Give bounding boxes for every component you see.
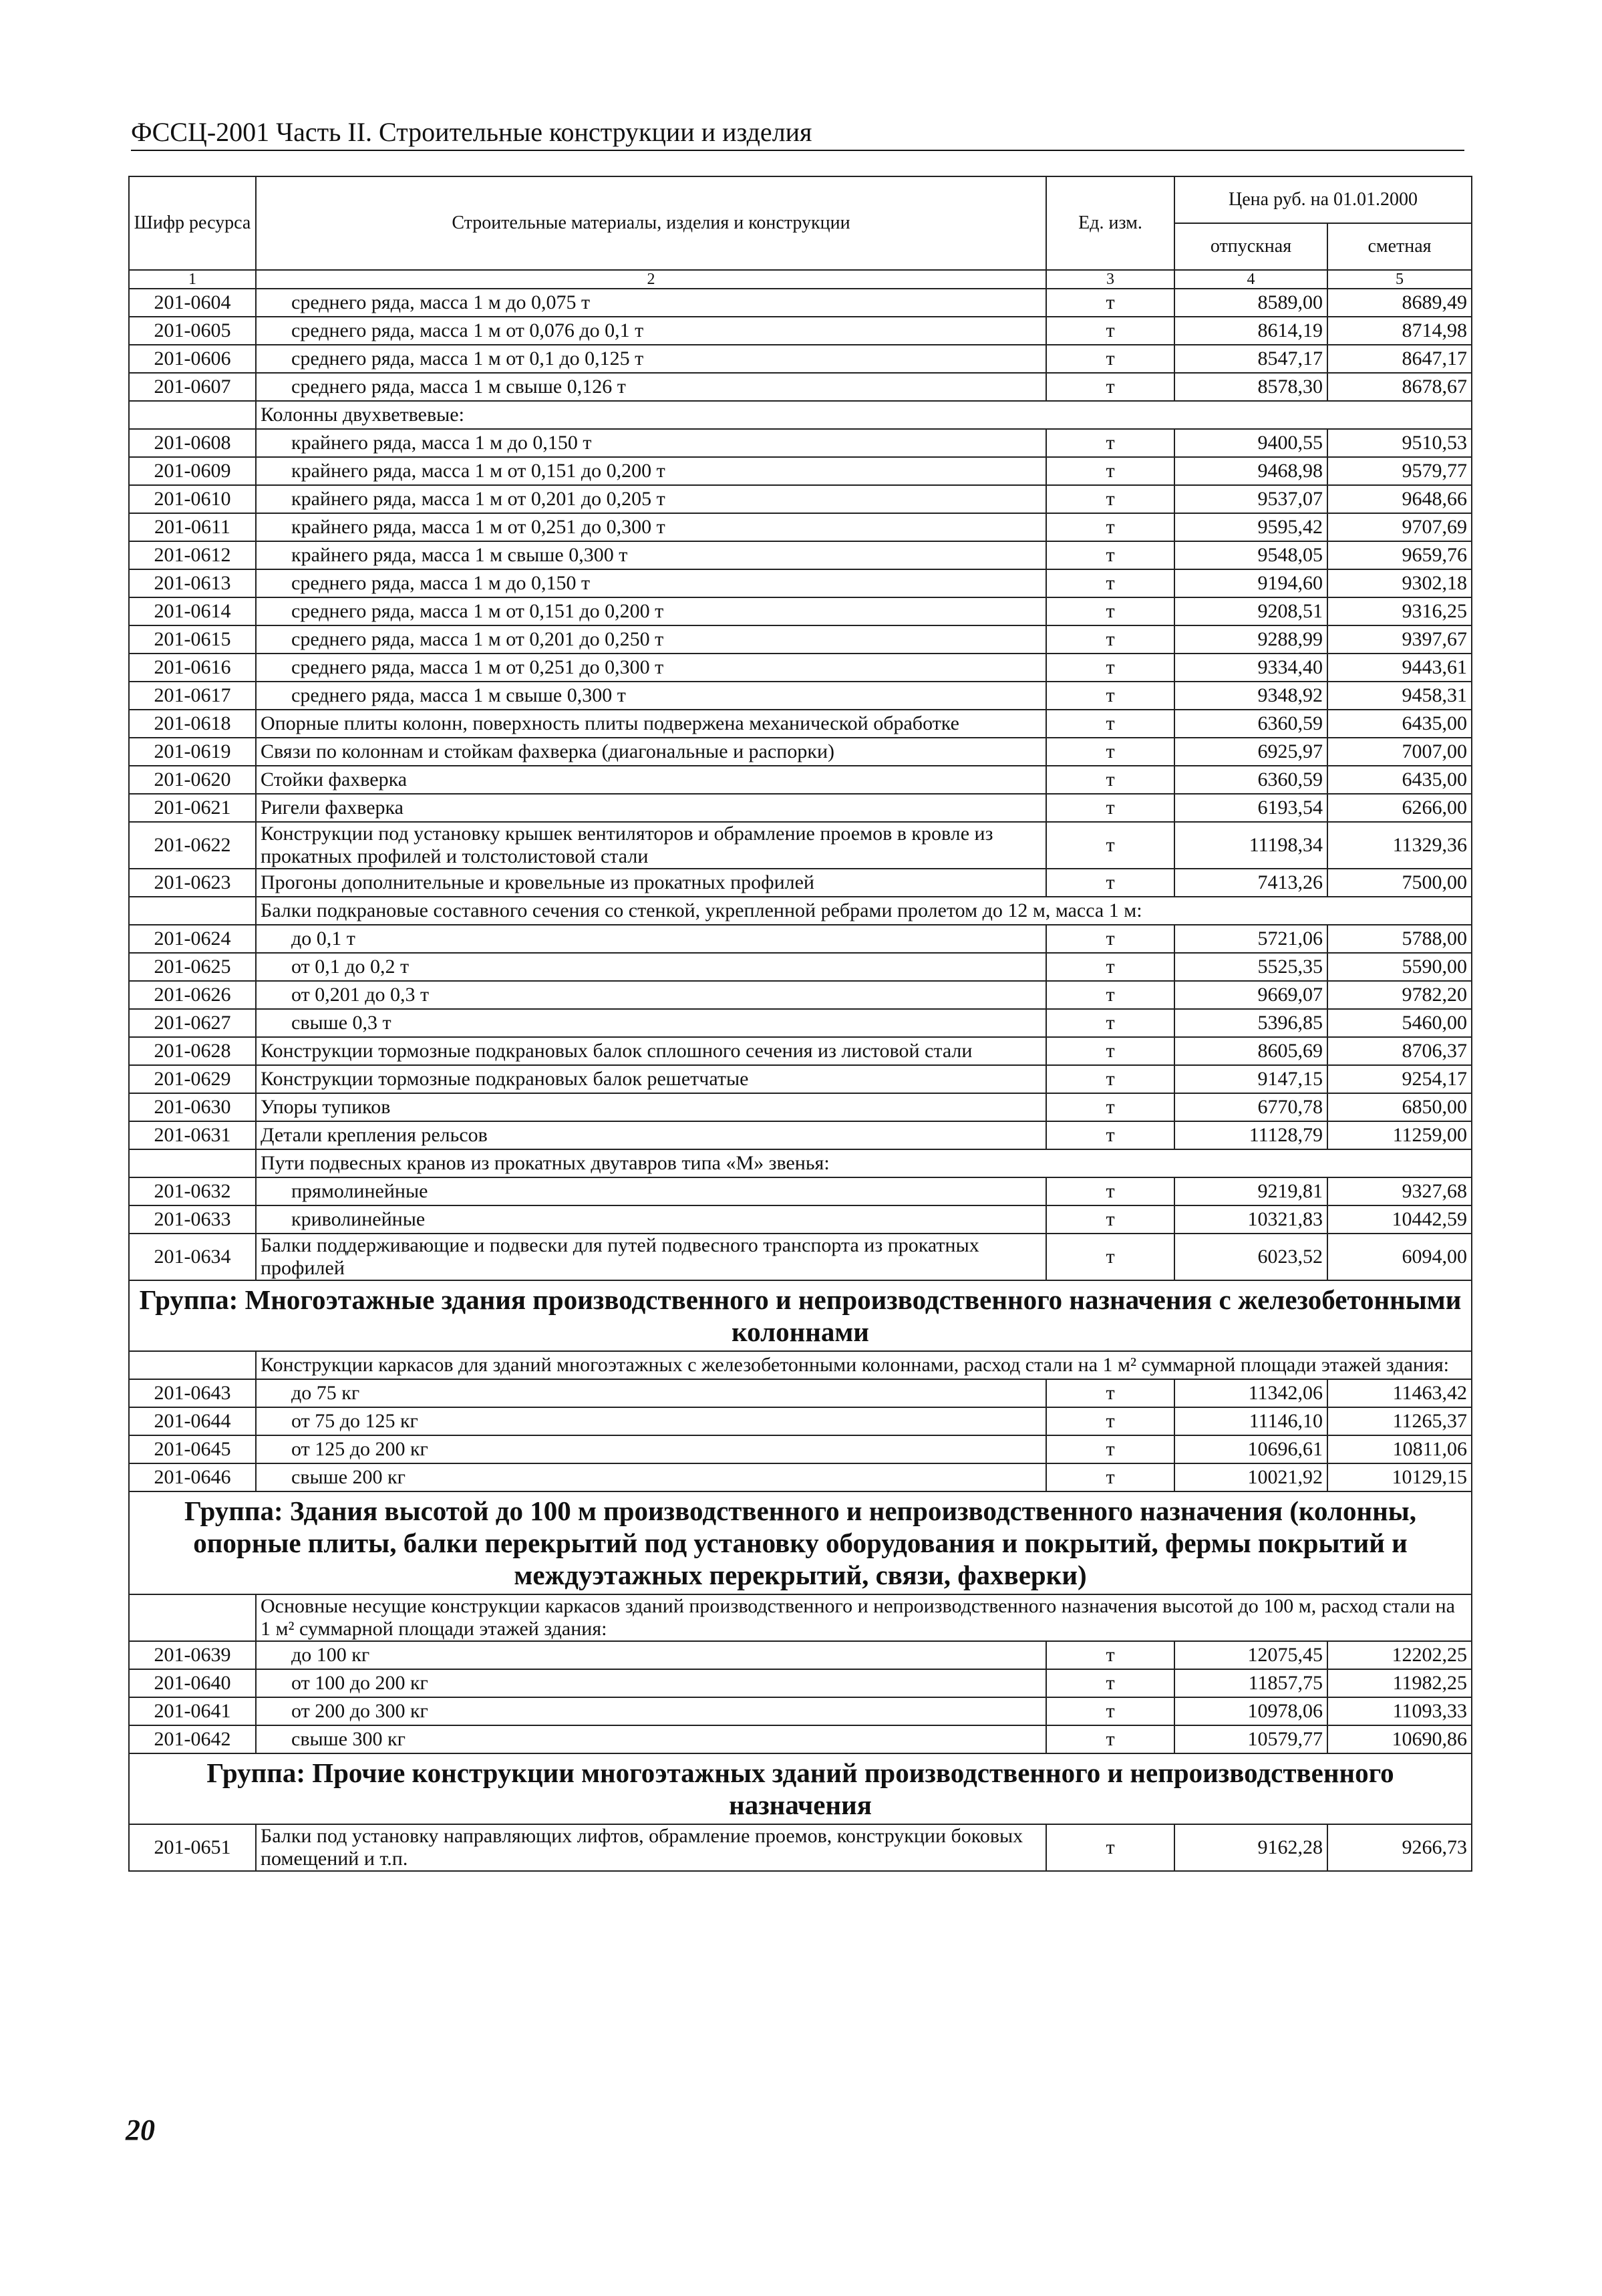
resource-code: 201-0608 — [129, 429, 256, 457]
table-row — [129, 1824, 1472, 1871]
unit-cell: т — [1046, 738, 1174, 766]
unit-cell: т — [1046, 1379, 1174, 1407]
item-name: крайнего ряда, масса 1 м от 0,151 до 0,200 т — [256, 457, 1046, 485]
release-price: 11146,10 — [1174, 1407, 1327, 1435]
empty-code-cell — [129, 1149, 256, 1177]
group-heading-row — [129, 1753, 1472, 1824]
resource-code: 201-0611 — [129, 513, 256, 541]
resource-code: 201-0632 — [129, 1177, 256, 1205]
unit-cell: т — [1046, 345, 1174, 373]
release-price: 5721,06 — [1174, 925, 1327, 953]
resource-code: 201-0640 — [129, 1669, 256, 1697]
item-name: свыше 300 кг — [256, 1725, 1046, 1753]
resource-code: 201-0619 — [129, 738, 256, 766]
subheader-row — [129, 1351, 1472, 1379]
unit-cell: т — [1046, 1824, 1174, 1871]
estimate-price: 11093,33 — [1327, 1697, 1472, 1725]
unit-cell: т — [1046, 597, 1174, 625]
item-name: Детали крепления рельсов — [256, 1121, 1046, 1149]
subheader-label: Балки подкрановые составного сечения со стенкой, укрепленной ребрами пролетом до 12 м, масса 1 м: — [256, 897, 1472, 925]
resource-code: 201-0646 — [129, 1463, 256, 1491]
table-row — [129, 1205, 1472, 1234]
unit-cell: т — [1046, 1037, 1174, 1065]
resource-code: 201-0625 — [129, 953, 256, 981]
release-price: 5396,85 — [1174, 1009, 1327, 1037]
resource-code: 201-0629 — [129, 1065, 256, 1093]
table-row — [129, 457, 1472, 485]
estimate-price: 11259,00 — [1327, 1121, 1472, 1149]
release-price: 9208,51 — [1174, 597, 1327, 625]
table-row — [129, 1407, 1472, 1435]
item-name: Связи по колоннам и стойкам фахверка (диагональные и распорки) — [256, 738, 1046, 766]
unit-cell: т — [1046, 569, 1174, 597]
release-price: 9348,92 — [1174, 682, 1327, 710]
item-name: от 0,1 до 0,2 т — [256, 953, 1046, 981]
resource-code: 201-0612 — [129, 541, 256, 569]
resource-code: 201-0617 — [129, 682, 256, 710]
estimate-price: 5590,00 — [1327, 953, 1472, 981]
release-price: 11128,79 — [1174, 1121, 1327, 1149]
estimate-price: 7007,00 — [1327, 738, 1472, 766]
estimate-price: 8689,49 — [1327, 289, 1472, 317]
unit-cell: т — [1046, 317, 1174, 345]
resource-code: 201-0624 — [129, 925, 256, 953]
empty-code-cell — [129, 897, 256, 925]
item-name: крайнего ряда, масса 1 м от 0,201 до 0,205 т — [256, 485, 1046, 513]
estimate-price: 10690,86 — [1327, 1725, 1472, 1753]
item-name: криволинейные — [256, 1205, 1046, 1234]
col-number: 2 — [256, 270, 1046, 289]
estimate-price: 9648,66 — [1327, 485, 1472, 513]
release-price: 5525,35 — [1174, 953, 1327, 981]
item-name: среднего ряда, масса 1 м от 0,201 до 0,250 т — [256, 625, 1046, 654]
table-row — [129, 1177, 1472, 1205]
release-price: 8578,30 — [1174, 373, 1327, 401]
table-row — [129, 1093, 1472, 1121]
table-row — [129, 1234, 1472, 1280]
release-price: 6360,59 — [1174, 766, 1327, 794]
subheader-label: Конструкции каркасов для зданий многоэтажных с железобетонными колоннами, расход стали на 1 м² суммарной площади этажей здания: — [256, 1351, 1472, 1379]
release-price: 11198,34 — [1174, 822, 1327, 869]
item-name: среднего ряда, масса 1 м до 0,150 т — [256, 569, 1046, 597]
estimate-price: 10442,59 — [1327, 1205, 1472, 1234]
unit-cell: т — [1046, 1009, 1174, 1037]
table-row — [129, 766, 1472, 794]
resource-code: 201-0604 — [129, 289, 256, 317]
resource-code: 201-0623 — [129, 869, 256, 897]
unit-cell: т — [1046, 1234, 1174, 1280]
unit-cell: т — [1046, 1093, 1174, 1121]
estimate-price: 5460,00 — [1327, 1009, 1472, 1037]
unit-cell: т — [1046, 373, 1174, 401]
table-row — [129, 1009, 1472, 1037]
table-row — [129, 981, 1472, 1009]
estimate-price: 9510,53 — [1327, 429, 1472, 457]
release-price: 8547,17 — [1174, 345, 1327, 373]
release-price: 12075,45 — [1174, 1641, 1327, 1669]
estimate-price: 9254,17 — [1327, 1065, 1472, 1093]
estimate-price: 8714,98 — [1327, 317, 1472, 345]
table-row — [129, 1065, 1472, 1093]
empty-code-cell — [129, 1351, 256, 1379]
table-row — [129, 429, 1472, 457]
table-row — [129, 597, 1472, 625]
item-name: Прогоны дополнительные и кровельные из прокатных профилей — [256, 869, 1046, 897]
resource-code: 201-0651 — [129, 1824, 256, 1871]
release-price: 8614,19 — [1174, 317, 1327, 345]
item-name: от 75 до 125 кг — [256, 1407, 1046, 1435]
item-name: среднего ряда, масса 1 м от 0,076 до 0,1 т — [256, 317, 1046, 345]
unit-cell: т — [1046, 541, 1174, 569]
col-header-name: Строительные материалы, изделия и конструкции — [256, 176, 1046, 270]
unit-cell: т — [1046, 981, 1174, 1009]
table-row — [129, 345, 1472, 373]
table-row — [129, 794, 1472, 822]
item-name: среднего ряда, масса 1 м от 0,151 до 0,200 т — [256, 597, 1046, 625]
col-number: 5 — [1327, 270, 1472, 289]
unit-cell: т — [1046, 485, 1174, 513]
item-name: Балки поддерживающие и подвески для путей подвесного транспорта из прокатных профилей — [256, 1234, 1046, 1280]
resource-code: 201-0627 — [129, 1009, 256, 1037]
table-row — [129, 373, 1472, 401]
item-name: Конструкции тормозные подкрановых балок решетчатые — [256, 1065, 1046, 1093]
col-header-estimate: сметная — [1327, 223, 1472, 270]
estimate-price: 12202,25 — [1327, 1641, 1472, 1669]
unit-cell: т — [1046, 1177, 1174, 1205]
estimate-price: 6850,00 — [1327, 1093, 1472, 1121]
resource-code: 201-0618 — [129, 710, 256, 738]
table-row — [129, 513, 1472, 541]
resource-code: 201-0626 — [129, 981, 256, 1009]
resource-code: 201-0607 — [129, 373, 256, 401]
resource-code: 201-0634 — [129, 1234, 256, 1280]
item-name: до 0,1 т — [256, 925, 1046, 953]
estimate-price: 8706,37 — [1327, 1037, 1472, 1065]
subheader-row — [129, 401, 1472, 429]
item-name: крайнего ряда, масса 1 м свыше 0,300 т — [256, 541, 1046, 569]
item-name: среднего ряда, масса 1 м от 0,1 до 0,125 т — [256, 345, 1046, 373]
estimate-price: 9443,61 — [1327, 654, 1472, 682]
subheader-row — [129, 1594, 1472, 1641]
release-price: 9162,28 — [1174, 1824, 1327, 1871]
table-row — [129, 317, 1472, 345]
estimate-price: 6094,00 — [1327, 1234, 1472, 1280]
estimate-price: 9579,77 — [1327, 457, 1472, 485]
release-price: 7413,26 — [1174, 869, 1327, 897]
unit-cell: т — [1046, 289, 1174, 317]
resource-code: 201-0613 — [129, 569, 256, 597]
subheader-row — [129, 1149, 1472, 1177]
estimate-price: 9316,25 — [1327, 597, 1472, 625]
estimate-price: 6266,00 — [1327, 794, 1472, 822]
unit-cell: т — [1046, 1065, 1174, 1093]
table-row — [129, 569, 1472, 597]
release-price: 10579,77 — [1174, 1725, 1327, 1753]
resource-code: 201-0639 — [129, 1641, 256, 1669]
item-name: среднего ряда, масса 1 м от 0,251 до 0,300 т — [256, 654, 1046, 682]
release-price: 9595,42 — [1174, 513, 1327, 541]
unit-cell: т — [1046, 710, 1174, 738]
item-name: до 100 кг — [256, 1641, 1046, 1669]
item-name: прямолинейные — [256, 1177, 1046, 1205]
subheader-label: Колонны двухветвевые: — [256, 401, 1472, 429]
unit-cell: т — [1046, 925, 1174, 953]
col-number: 3 — [1046, 270, 1174, 289]
table-row — [129, 682, 1472, 710]
table-row — [129, 953, 1472, 981]
group-heading-row — [129, 1491, 1472, 1594]
resource-code: 201-0606 — [129, 345, 256, 373]
release-price: 9548,05 — [1174, 541, 1327, 569]
unit-cell: т — [1046, 1725, 1174, 1753]
unit-cell: т — [1046, 1407, 1174, 1435]
table-row — [129, 625, 1472, 654]
unit-cell: т — [1046, 513, 1174, 541]
release-price: 9288,99 — [1174, 625, 1327, 654]
item-name: Упоры тупиков — [256, 1093, 1046, 1121]
resource-code: 201-0614 — [129, 597, 256, 625]
resource-code: 201-0643 — [129, 1379, 256, 1407]
estimate-price: 10811,06 — [1327, 1435, 1472, 1463]
estimate-price: 8647,17 — [1327, 345, 1472, 373]
estimate-price: 9458,31 — [1327, 682, 1472, 710]
unit-cell: т — [1046, 625, 1174, 654]
item-name: Стойки фахверка — [256, 766, 1046, 794]
resource-code: 201-0615 — [129, 625, 256, 654]
release-price: 8589,00 — [1174, 289, 1327, 317]
table-row — [129, 1379, 1472, 1407]
table-row — [129, 869, 1472, 897]
release-price: 10978,06 — [1174, 1697, 1327, 1725]
table-row — [129, 1725, 1472, 1753]
release-price: 8605,69 — [1174, 1037, 1327, 1065]
item-name: крайнего ряда, масса 1 м до 0,150 т — [256, 429, 1046, 457]
estimate-price: 11463,42 — [1327, 1379, 1472, 1407]
estimate-price: 9327,68 — [1327, 1177, 1472, 1205]
estimate-price: 9782,20 — [1327, 981, 1472, 1009]
unit-cell: т — [1046, 1435, 1174, 1463]
item-name: от 200 до 300 кг — [256, 1697, 1046, 1725]
table-row — [129, 485, 1472, 513]
unit-cell: т — [1046, 1463, 1174, 1491]
resource-code: 201-0609 — [129, 457, 256, 485]
release-price: 6023,52 — [1174, 1234, 1327, 1280]
estimate-price: 9707,69 — [1327, 513, 1472, 541]
unit-cell: т — [1046, 1641, 1174, 1669]
table-row — [129, 1037, 1472, 1065]
item-name: среднего ряда, масса 1 м свыше 0,300 т — [256, 682, 1046, 710]
table-body — [129, 289, 1472, 1871]
table-row — [129, 710, 1472, 738]
col-header-price: Цена руб. на 01.01.2000 — [1174, 176, 1472, 223]
table-row — [129, 654, 1472, 682]
resource-code: 201-0610 — [129, 485, 256, 513]
group-heading: Группа: Здания высотой до 100 м производственного и непроизводственного назначения (колонны, опорные плиты, балки перекрытий под установку оборудования и покрытий, фермы покрытий и междуэтажных перекрытий, связи, фахверки) — [129, 1491, 1472, 1594]
resource-code: 201-0630 — [129, 1093, 256, 1121]
resource-code: 201-0642 — [129, 1725, 256, 1753]
release-price: 6925,97 — [1174, 738, 1327, 766]
group-heading: Группа: Многоэтажные здания производственного и непроизводственного назначения с железобетонными колоннами — [129, 1280, 1472, 1351]
release-price: 9334,40 — [1174, 654, 1327, 682]
estimate-price: 11329,36 — [1327, 822, 1472, 869]
unit-cell: т — [1046, 1205, 1174, 1234]
resource-code: 201-0616 — [129, 654, 256, 682]
resource-code: 201-0621 — [129, 794, 256, 822]
release-price: 10321,83 — [1174, 1205, 1327, 1234]
unit-cell: т — [1046, 457, 1174, 485]
estimate-price: 9397,67 — [1327, 625, 1472, 654]
col-number: 4 — [1174, 270, 1327, 289]
item-name: до 75 кг — [256, 1379, 1046, 1407]
col-number: 1 — [129, 270, 256, 289]
estimate-price: 9266,73 — [1327, 1824, 1472, 1871]
resource-code: 201-0605 — [129, 317, 256, 345]
release-price: 10696,61 — [1174, 1435, 1327, 1463]
release-price: 9219,81 — [1174, 1177, 1327, 1205]
release-price: 6360,59 — [1174, 710, 1327, 738]
estimate-price: 7500,00 — [1327, 869, 1472, 897]
release-price: 6193,54 — [1174, 794, 1327, 822]
subheader-row — [129, 897, 1472, 925]
table-row — [129, 289, 1472, 317]
table-row — [129, 1669, 1472, 1697]
resource-code: 201-0641 — [129, 1697, 256, 1725]
page-number: 20 — [126, 2114, 155, 2146]
empty-code-cell — [129, 401, 256, 429]
unit-cell: т — [1046, 794, 1174, 822]
estimate-price: 6435,00 — [1327, 766, 1472, 794]
estimate-price: 5788,00 — [1327, 925, 1472, 953]
release-price: 9194,60 — [1174, 569, 1327, 597]
unit-cell: т — [1046, 1121, 1174, 1149]
subheader-label: Пути подвесных кранов из прокатных двутавров типа «М» звенья: — [256, 1149, 1472, 1177]
release-price: 10021,92 — [1174, 1463, 1327, 1491]
release-price: 6770,78 — [1174, 1093, 1327, 1121]
item-name: Конструкции под установку крышек вентиляторов и обрамление проемов в кровле из прокатных профилей и толстолистовой стали — [256, 822, 1046, 869]
item-name: свыше 200 кг — [256, 1463, 1046, 1491]
item-name: среднего ряда, масса 1 м свыше 0,126 т — [256, 373, 1046, 401]
estimate-price: 8678,67 — [1327, 373, 1472, 401]
group-heading: Группа: Прочие конструкции многоэтажных зданий производственного и непроизводственного назначения — [129, 1753, 1472, 1824]
release-price: 11342,06 — [1174, 1379, 1327, 1407]
item-name: среднего ряда, масса 1 м до 0,075 т — [256, 289, 1046, 317]
item-name: от 100 до 200 кг — [256, 1669, 1046, 1697]
col-header-release: отпускная — [1174, 223, 1327, 270]
item-name: от 125 до 200 кг — [256, 1435, 1046, 1463]
estimate-price: 11265,37 — [1327, 1407, 1472, 1435]
table-row — [129, 822, 1472, 869]
estimate-price: 6435,00 — [1327, 710, 1472, 738]
release-price: 9147,15 — [1174, 1065, 1327, 1093]
table-row — [129, 541, 1472, 569]
resource-code: 201-0631 — [129, 1121, 256, 1149]
release-price: 9468,98 — [1174, 457, 1327, 485]
release-price: 11857,75 — [1174, 1669, 1327, 1697]
table-row — [129, 738, 1472, 766]
table-row — [129, 925, 1472, 953]
resource-code: 201-0628 — [129, 1037, 256, 1065]
table-row — [129, 1641, 1472, 1669]
resource-code: 201-0644 — [129, 1407, 256, 1435]
item-name: Конструкции тормозные подкрановых балок сплошного сечения из листовой стали — [256, 1037, 1046, 1065]
running-header: ФССЦ-2001 Часть II. Строительные конструкции и изделия — [131, 116, 1464, 151]
item-name: Ригели фахверка — [256, 794, 1046, 822]
empty-code-cell — [129, 1594, 256, 1641]
table-row — [129, 1435, 1472, 1463]
group-heading-row — [129, 1280, 1472, 1351]
unit-cell: т — [1046, 822, 1174, 869]
resource-code: 201-0633 — [129, 1205, 256, 1234]
unit-cell: т — [1046, 429, 1174, 457]
unit-cell: т — [1046, 766, 1174, 794]
item-name: свыше 0,3 т — [256, 1009, 1046, 1037]
estimate-price: 9302,18 — [1327, 569, 1472, 597]
resource-code: 201-0645 — [129, 1435, 256, 1463]
item-name: от 0,201 до 0,3 т — [256, 981, 1046, 1009]
unit-cell: т — [1046, 1697, 1174, 1725]
table-row — [129, 1463, 1472, 1491]
unit-cell: т — [1046, 682, 1174, 710]
unit-cell: т — [1046, 1669, 1174, 1697]
col-header-unit: Ед. изм. — [1046, 176, 1174, 270]
col-header-code: Шифр ресурса — [129, 176, 256, 270]
release-price: 9400,55 — [1174, 429, 1327, 457]
item-name: Балки под установку направляющих лифтов, обрамление проемов, конструкции боковых помещений и т.п. — [256, 1824, 1046, 1871]
estimate-price: 9659,76 — [1327, 541, 1472, 569]
price-table — [128, 176, 1472, 1872]
unit-cell: т — [1046, 953, 1174, 981]
estimate-price: 10129,15 — [1327, 1463, 1472, 1491]
item-name: крайнего ряда, масса 1 м от 0,251 до 0,300 т — [256, 513, 1046, 541]
item-name: Опорные плиты колонн, поверхность плиты подвержена механической обработке — [256, 710, 1046, 738]
table-row — [129, 1121, 1472, 1149]
subheader-label: Основные несущие конструкции каркасов зданий производственного и непроизводственного назначения высотой до 100 м, расход стали на 1 м² суммарной площади этажей здания: — [256, 1594, 1472, 1641]
release-price: 9537,07 — [1174, 485, 1327, 513]
unit-cell: т — [1046, 654, 1174, 682]
table-row — [129, 1697, 1472, 1725]
resource-code: 201-0620 — [129, 766, 256, 794]
release-price: 9669,07 — [1174, 981, 1327, 1009]
estimate-price: 11982,25 — [1327, 1669, 1472, 1697]
unit-cell: т — [1046, 869, 1174, 897]
resource-code: 201-0622 — [129, 822, 256, 869]
